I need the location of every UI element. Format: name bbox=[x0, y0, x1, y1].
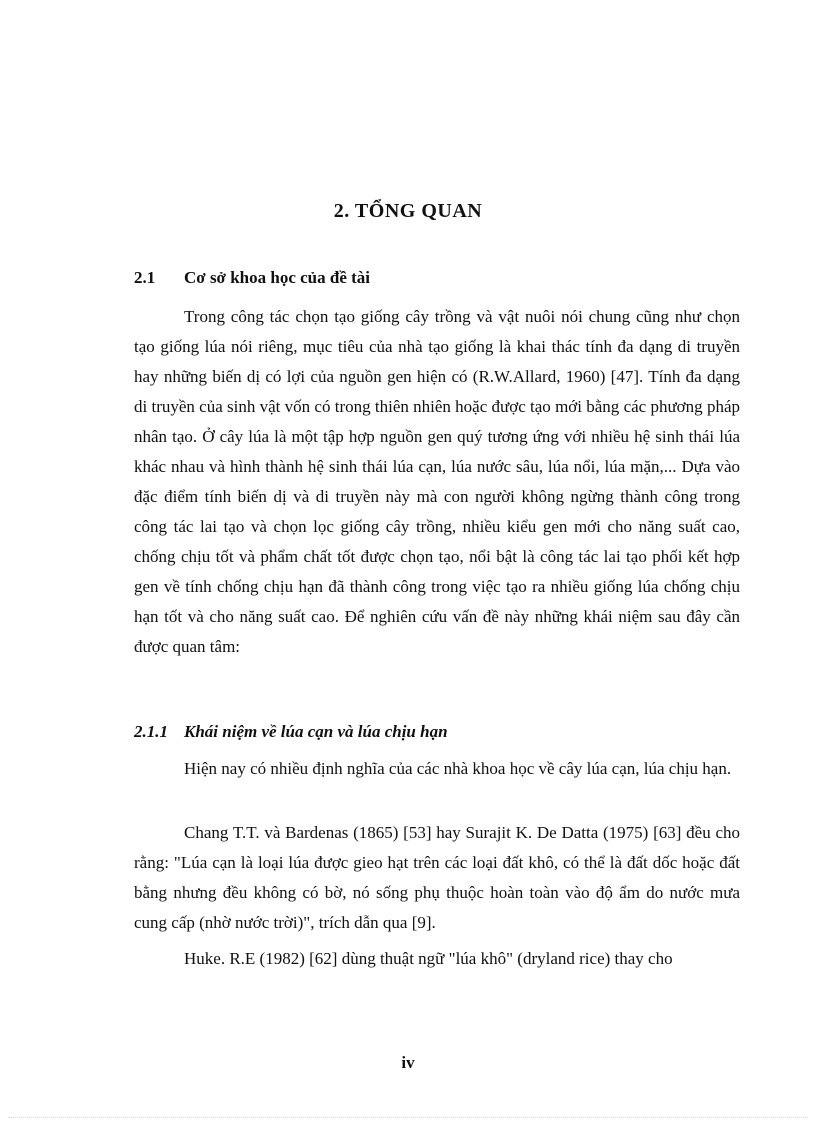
subsection-heading bbox=[134, 722, 448, 742]
page-number: iv bbox=[401, 1053, 415, 1072]
section-heading bbox=[134, 268, 370, 288]
paragraph-definitions-intro: Hiện nay có nhiều định nghĩa của các nhà khoa học về cây lúa cạn, lúa chịu hạn. bbox=[184, 759, 732, 778]
bottom-divider bbox=[8, 1117, 808, 1118]
paragraph-intro: Trong công tác chọn tạo giống cây trồng và vật nuôi nói chung cũng như chọn tạo giống lúa nói riêng, mục tiêu của nhà tạo giống là khai thác tính đa dạng di truyền hay những biến dị có lợi của nguồn gen hiện có (R.W.Allard, 1960) [47]. Tính đa dạng di truyền của sinh vật vốn có trong thiên nhiên hoặc được tạo mới bằng các phương pháp nhân tạo. Ở cây lúa là một tập hợp nguồn gen quý tương ứng với nhiều hệ sinh thái lúa khác nhau và hình thành hệ sinh thái lúa cạn, lúa nước sâu, lúa nổi, lúa mặn,... Dựa vào đặc điểm tính biến dị và di truyền này mà con người không ngừng thành công trong công tác lai tạo và chọn lọc giống cây trồng, nhiều kiểu gen mới cho năng suất cao, chống chịu tốt và phẩm chất tốt được chọn tạo, nổi bật là công tác lai tạo phối kết hợp gen về tính chống chịu hạn đã thành công trong việc tạo ra nhiều giống lúa chống chịu hạn tốt và cho năng suất cao. Để nghiên cứu vấn đề này những khái niệm sau đây cần được quan tâm: bbox=[134, 307, 740, 656]
subsection-number: 2.1.1 bbox=[134, 722, 168, 741]
paragraph-block-huke bbox=[134, 944, 740, 974]
paragraph-block-chang bbox=[134, 818, 740, 938]
section-title: Cơ sở khoa học của đề tài bbox=[184, 268, 371, 287]
chapter-title: 2. TỔNG QUAN bbox=[333, 200, 483, 222]
paragraph-block-definitions bbox=[134, 754, 740, 784]
paragraph-block-intro bbox=[134, 302, 740, 662]
paragraph-chang: Chang T.T. và Bardenas (1865) [53] hay Surajit K. De Datta (1975) [63] đều cho rằng: "Lúa cạn là loại lúa được gieo hạt trên các loại đất khô, có thể là đất dốc hoặc đất bằng nhưng đều không có bờ, nó sống phụ thuộc hoàn toàn vào độ ẩm do nước mưa cung cấp (nhờ nước trời)", trích dẫn qua [9]. bbox=[134, 823, 740, 932]
paragraph-huke: Huke. R.E (1982) [62] dùng thuật ngữ "lúa khô" (dryland rice) thay cho bbox=[184, 949, 673, 968]
section-number: 2.1 bbox=[134, 268, 156, 287]
subsection-title: Khái niệm về lúa cạn và lúa chịu hạn bbox=[184, 722, 448, 741]
